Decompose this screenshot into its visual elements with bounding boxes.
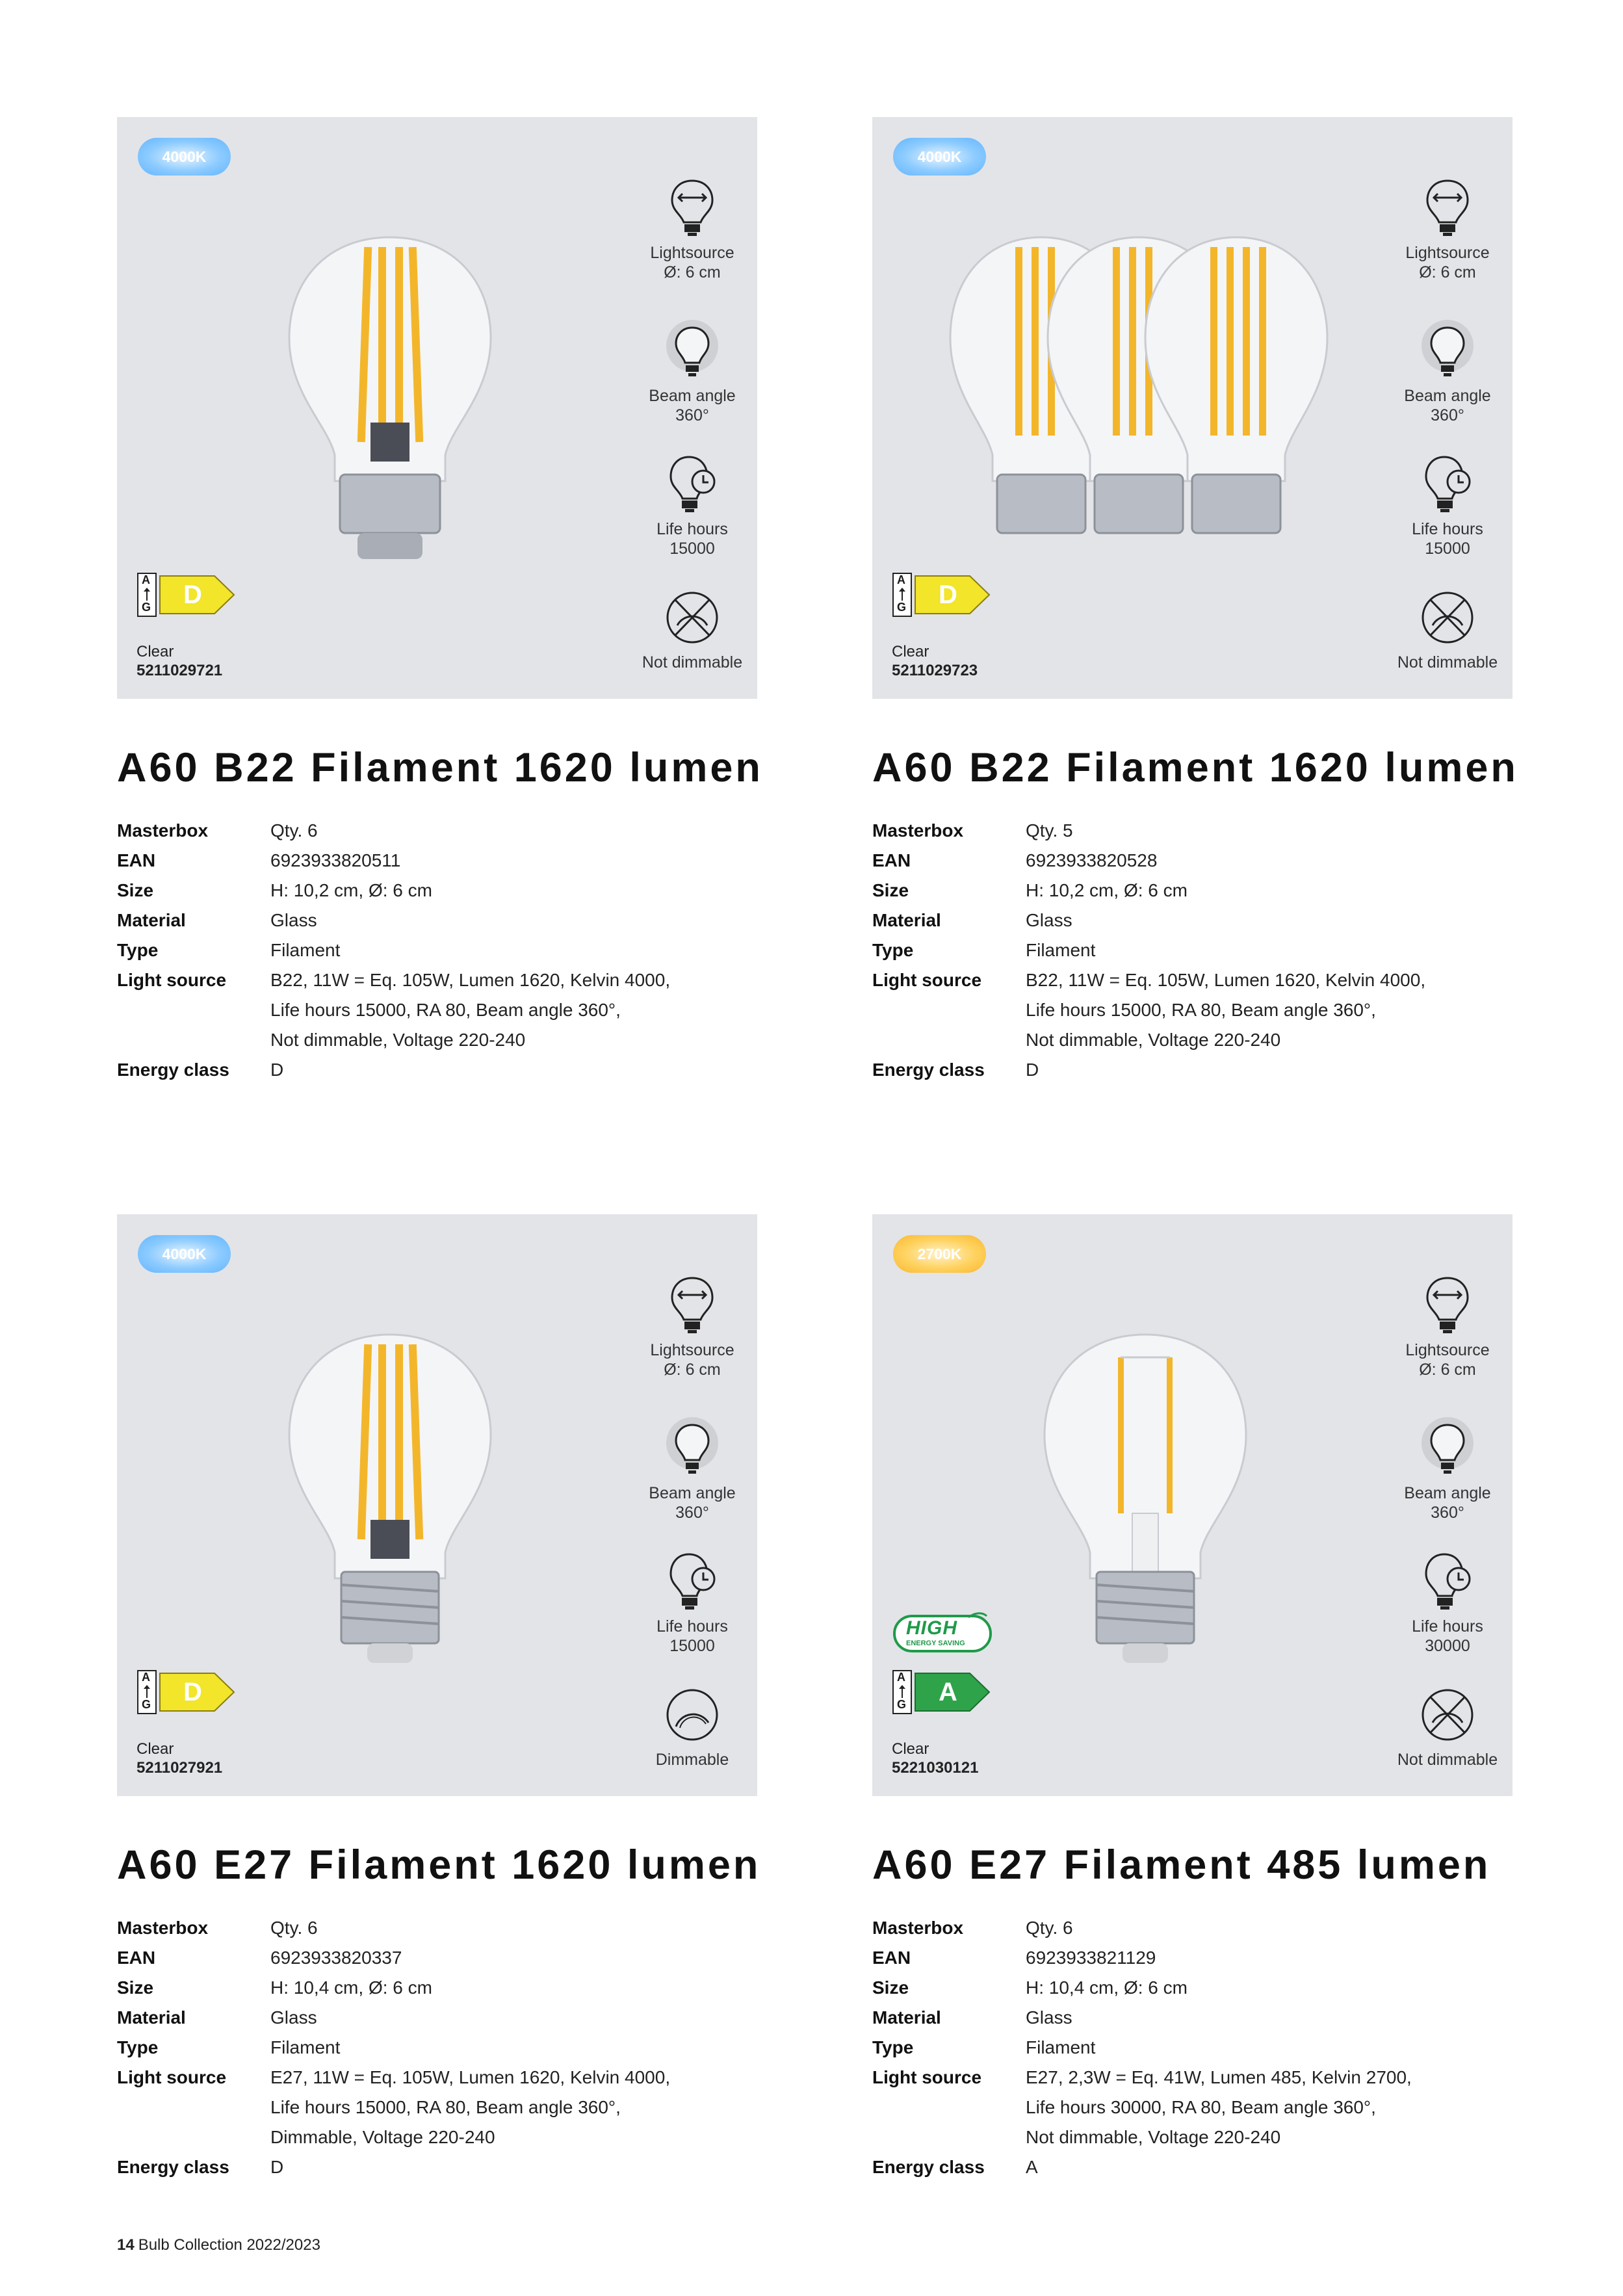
energy-label: A G D bbox=[136, 572, 240, 618]
beam-angle-icon bbox=[663, 1416, 721, 1481]
spec-row: Material Glass bbox=[872, 2007, 1072, 2028]
feature-beam-angle: Beam angle 360° bbox=[1386, 319, 1509, 425]
feature-dimming: Not dimmable bbox=[630, 585, 754, 672]
feature-lightsource: Lightsource Ø: 6 cm bbox=[1386, 1273, 1509, 1379]
spec-row: Type Filament bbox=[117, 2037, 341, 2057]
feature-dimming: Dimmable bbox=[630, 1682, 754, 1769]
beam-angle-icon bbox=[663, 319, 721, 384]
kelvin-badge: 4000K bbox=[138, 138, 231, 176]
spec-row: Energy class D bbox=[117, 2157, 284, 2177]
spec-row: Light source E27, 2,3W = Eq. 41W, Lumen 485, Kelvin 2700, Life hours 30000, RA 80, Beam angle 360°, Not dimmable, Voltage 220-240 bbox=[872, 2067, 1412, 2147]
energy-label: A G A bbox=[892, 1669, 996, 1715]
finish-label: Clear bbox=[892, 643, 929, 660]
finish-label: Clear bbox=[136, 1740, 174, 1758]
feature-dimming: Not dimmable bbox=[1386, 1682, 1509, 1769]
spec-row: Material Glass bbox=[117, 2007, 317, 2028]
finish-and-code bbox=[136, 642, 222, 680]
feature-life-hours: Life hours 30000 bbox=[1386, 1549, 1509, 1656]
not-dimmable-icon bbox=[1418, 1682, 1477, 1747]
spec-row: Material Glass bbox=[872, 910, 1072, 930]
feature-beam-angle: Beam angle 360° bbox=[1386, 1416, 1509, 1522]
life-hours-icon bbox=[1418, 452, 1477, 517]
spec-table bbox=[872, 1913, 1513, 2182]
bulb-e27-slim-filament-image bbox=[970, 1305, 1321, 1695]
spec-row: Type Filament bbox=[117, 940, 341, 960]
spec-row: Energy class D bbox=[117, 1060, 284, 1080]
feature-lightsource: Lightsource Ø: 6 cm bbox=[630, 1273, 754, 1379]
spec-row: Energy class A bbox=[872, 2157, 1038, 2177]
product-image-panel bbox=[117, 1214, 757, 1796]
energy-class-letter: D bbox=[183, 581, 202, 609]
feature-life-hours: Life hours 15000 bbox=[1386, 452, 1509, 558]
life-hours-icon bbox=[663, 452, 721, 517]
spec-row: Light source E27, 11W = Eq. 105W, Lumen 1620, Kelvin 4000, Life hours 15000, RA 80, Beam angle 360°, Dimmable, Voltage 220-240 bbox=[117, 2067, 671, 2147]
product-title: A60 B22 Filament 1620 lumen bbox=[872, 745, 1518, 790]
spec-row: Masterbox Qty. 6 bbox=[872, 1918, 1073, 1938]
finish-and-code bbox=[892, 1740, 978, 1777]
footer-text: Bulb Collection 2022/2023 bbox=[138, 2236, 320, 2254]
energy-class-letter: A bbox=[939, 1678, 957, 1706]
spec-table bbox=[117, 1913, 757, 2182]
life-hours-icon bbox=[1418, 1549, 1477, 1614]
finish-and-code bbox=[892, 642, 978, 680]
page-footer bbox=[117, 2236, 320, 2254]
not-dimmable-icon bbox=[663, 585, 721, 650]
beam-angle-icon bbox=[1418, 319, 1477, 384]
spec-table bbox=[872, 816, 1513, 1085]
feature-beam-angle: Beam angle 360° bbox=[630, 319, 754, 425]
lightsource-diameter-icon bbox=[1418, 176, 1477, 241]
feature-lightsource: Lightsource Ø: 6 cm bbox=[1386, 176, 1509, 282]
product-code: 5221030121 bbox=[892, 1759, 979, 1777]
product-title: A60 B22 Filament 1620 lumen bbox=[117, 745, 763, 790]
spec-row: EAN 6923933820337 bbox=[117, 1948, 402, 1968]
product-code: 5211029723 bbox=[892, 662, 978, 679]
spec-row: Masterbox Qty. 6 bbox=[117, 1918, 318, 1938]
product-image-panel bbox=[872, 117, 1513, 699]
spec-row: Type Filament bbox=[872, 2037, 1096, 2057]
feature-life-hours: Life hours 15000 bbox=[630, 452, 754, 558]
feature-dimming: Not dimmable bbox=[1386, 585, 1509, 672]
lightsource-diameter-icon bbox=[663, 1273, 721, 1338]
page-number: 14 bbox=[117, 2236, 135, 2254]
spec-row: Light source B22, 11W = Eq. 105W, Lumen 1620, Kelvin 4000, Life hours 15000, RA 80, Beam angle 360°, Not dimmable, Voltage 220-240 bbox=[117, 970, 671, 1050]
bulb-b22-triple-image bbox=[918, 208, 1386, 598]
lightsource-diameter-icon bbox=[663, 176, 721, 241]
spec-row: EAN 6923933821129 bbox=[872, 1948, 1156, 1968]
spec-row: Energy class D bbox=[872, 1060, 1039, 1080]
product-code: 5211029721 bbox=[136, 662, 223, 679]
finish-and-code bbox=[136, 1740, 222, 1777]
finish-label: Clear bbox=[136, 643, 174, 660]
kelvin-badge: 4000K bbox=[138, 1235, 231, 1273]
kelvin-badge: 4000K bbox=[893, 138, 986, 176]
energy-label: A G D bbox=[136, 1669, 240, 1715]
spec-row: EAN 6923933820528 bbox=[872, 850, 1158, 870]
life-hours-icon bbox=[663, 1549, 721, 1614]
dimmable-icon bbox=[663, 1682, 721, 1747]
spec-row: Type Filament bbox=[872, 940, 1096, 960]
energy-label: A G D bbox=[892, 572, 996, 618]
kelvin-badge: 2700K bbox=[893, 1235, 986, 1273]
spec-row: Size H: 10,4 cm, Ø: 6 cm bbox=[117, 1977, 432, 1998]
finish-label: Clear bbox=[892, 1740, 929, 1758]
product-image-panel bbox=[872, 1214, 1513, 1796]
spec-row: Size H: 10,2 cm, Ø: 6 cm bbox=[117, 880, 432, 900]
spec-row: Material Glass bbox=[117, 910, 317, 930]
product-code: 5211027921 bbox=[136, 1759, 223, 1777]
product-image-panel bbox=[117, 117, 757, 699]
spec-row: Masterbox Qty. 6 bbox=[117, 820, 318, 841]
product-title: A60 E27 Filament 1620 lumen bbox=[117, 1842, 761, 1888]
feature-beam-angle: Beam angle 360° bbox=[630, 1416, 754, 1522]
feature-life-hours: Life hours 15000 bbox=[630, 1549, 754, 1656]
energy-class-letter: D bbox=[183, 1678, 202, 1706]
spec-row: EAN 6923933820511 bbox=[117, 850, 401, 870]
feature-lightsource: Lightsource Ø: 6 cm bbox=[630, 176, 754, 282]
lightsource-diameter-icon bbox=[1418, 1273, 1477, 1338]
high-energy-saving-logo: HIGH ENERGY SAVING bbox=[892, 1611, 996, 1656]
spec-row: Size H: 10,2 cm, Ø: 6 cm bbox=[872, 880, 1188, 900]
bulb-b22-image bbox=[214, 208, 565, 598]
energy-class-letter: D bbox=[939, 581, 957, 609]
spec-row: Light source B22, 11W = Eq. 105W, Lumen 1620, Kelvin 4000, Life hours 15000, RA 80, Beam angle 360°, Not dimmable, Voltage 220-240 bbox=[872, 970, 1426, 1050]
not-dimmable-icon bbox=[1418, 585, 1477, 650]
bulb-e27-image bbox=[214, 1305, 565, 1695]
product-title: A60 E27 Filament 485 lumen bbox=[872, 1842, 1491, 1888]
spec-row: Size H: 10,4 cm, Ø: 6 cm bbox=[872, 1977, 1188, 1998]
beam-angle-icon bbox=[1418, 1416, 1477, 1481]
spec-table bbox=[117, 816, 757, 1085]
spec-row: Masterbox Qty. 5 bbox=[872, 820, 1073, 841]
